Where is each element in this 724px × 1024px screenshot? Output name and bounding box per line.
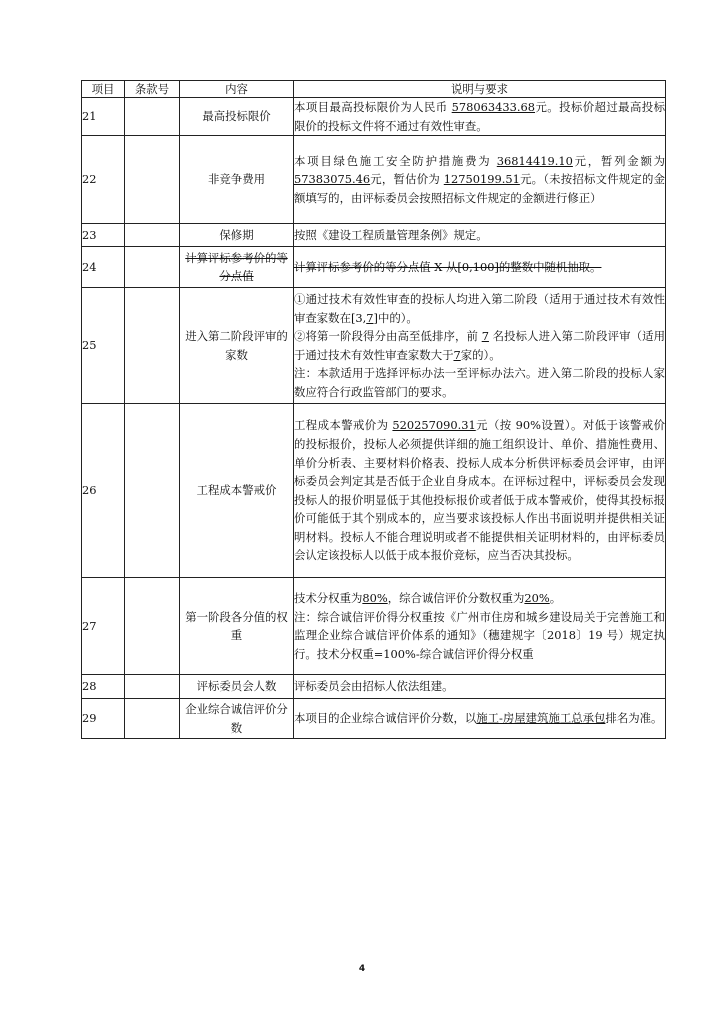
row-description [294,699,666,739]
desc-text: 。 [549,591,562,605]
row-description [294,404,666,578]
row-number: 28 [82,675,125,699]
row-item: 非竞争费用 [180,136,294,224]
row-description [294,288,666,404]
qualification-category: 施工-房屋建筑施工总承包 [476,711,606,726]
desc-text: ，综合诚信评价分数权重为 [387,591,525,605]
row-item: 最高投标限价 [180,98,294,136]
desc-text: 排名为准。 [605,711,663,726]
row-number: 27 [82,578,125,675]
row-clause [125,404,180,578]
desc-text: 技术分权重为 [294,591,363,605]
row-description: 评标委员会由招标人依法组建。 [294,675,666,699]
table-row [82,699,666,739]
desc-note: 注：综合诚信评价得分权重按《广州市住房和城乡建设局关于完善施工和监理企业综合诚信评价体系的通知》（穗建规字〔2018〕19 号）规定执行。技术分权重=100%-综合诚信评价得分权重 [294,609,665,661]
desc-paragraph [294,290,665,327]
estimated-price-amount: 12750199.51 [443,172,520,187]
row-item: 计算评标参考价的等分点值 [180,247,294,288]
desc-text: 元（按 90%设置）。对低于该警戒价的投标报价，投标人必须提供详细的施工组织设计、单价、措施性费用、单价分析表、主要材料价格表、投标人成本分析供评标委员会评审，由评标委员会判定其是否低于企业自身成本。在评标过程中，评标委员会发现投标人的报价明显低于其他投标报价或者低于成本警戒价，使得其投标报价可能低于其个别成本的，应当要求该投标人作出书面说明并提供相关证明材料。投标人不能合理说明或者不能提供相关证明材料的，由评标委员会认定该投标人以低于成本报价竞标，应当否决其投标。 [294,418,665,563]
row-description [294,136,666,224]
table-row [82,404,666,578]
header-clause-no: 条款号 [125,81,180,98]
row-description [294,98,666,136]
page-number: 4 [358,964,366,974]
header-content: 内容 [180,81,294,98]
desc-paragraph [294,589,665,608]
row-item: 企业综合诚信评价分数 [180,699,294,739]
row-clause [125,675,180,699]
row-item: 工程成本警戒价 [180,404,294,578]
row-item: 第一阶段各分值的权重 [180,578,294,675]
row-item: 进入第二阶段评审的家数 [180,288,294,404]
row-clause [125,288,180,404]
desc-text: ②将第一阶段得分由高至低排序，前 [294,329,482,344]
row-clause [125,98,180,136]
row-description: 计算评标参考价的等分点值 X 从[0,100]的整数中随机抽取。 [294,247,666,288]
row-number: 21 [82,98,125,136]
desc-text: ①通过技术有效性审查的投标人均进入第二阶段（适用于通过技术有效性审查家数在[3, [294,291,665,325]
row-number: 22 [82,136,125,224]
row-number: 29 [82,699,125,739]
cost-warning-amount: 520257090.31 [392,418,476,433]
provisional-sum-amount: 57383075.46 [294,172,371,187]
table-row [82,578,666,675]
count-value: 7 [481,329,489,344]
technical-weight: 80% [362,591,388,605]
row-clause [125,578,180,675]
row-item: 保修期 [180,224,294,247]
desc-text: 元，暂列金额为 [572,153,665,168]
desc-text: 本项目最高投标限价为人民币 [294,100,452,114]
desc-text: 元。投标价超过最高投标限价的投标文件将不通过有效性审查。 [294,100,665,133]
table-row [82,288,666,404]
row-description [294,578,666,675]
bid-requirements-table [81,80,666,739]
row-clause [125,224,180,247]
row-number: 26 [82,404,125,578]
table-header-row [82,81,666,98]
table-row [82,136,666,224]
count-value: 7 [453,347,461,362]
row-number: 25 [82,288,125,404]
row-item: 评标委员会人数 [180,675,294,699]
table-row [82,98,666,136]
table-row [82,247,666,288]
count-value: 7 [366,310,374,325]
desc-text: 元。（未按招标文件规定的金额填写的，由评标委员会按照招标文件规定的金额进行修正） [294,172,665,205]
desc-text: 家的）。 [460,347,501,362]
row-clause [125,136,180,224]
desc-text: 工程成本警戒价为 [294,418,393,433]
desc-paragraph [294,327,665,364]
row-clause [125,247,180,288]
row-number: 23 [82,224,125,247]
header-item-no: 项目 [82,81,125,98]
header-description: 说明与要求 [294,81,666,98]
desc-text: 本项目的企业综合诚信评价分数，以 [294,711,477,726]
row-number: 24 [82,247,125,288]
desc-text: 元，暂估价为 [370,172,444,187]
desc-text: 名投标人进入第二阶段评审（适用于通过技术有效性审查家数大于 [294,329,666,362]
desc-note: 注：本款适用于选择评标办法一至评标办法六。进入第二阶段的投标人家数应符合行政监管部门的要求。 [294,366,665,399]
table-row [82,675,666,699]
credit-weight: 20% [524,591,550,605]
desc-text: 本项目绿色施工安全防护措施费为 [294,153,497,168]
desc-text: ]中的）。 [373,310,418,325]
row-description: 按照《建设工程质量管理条例》规定。 [294,224,666,247]
row-clause [125,699,180,739]
price-limit-amount: 578063433.68 [451,100,536,114]
safety-fee-amount: 36814419.10 [496,153,573,168]
table-row [82,224,666,247]
